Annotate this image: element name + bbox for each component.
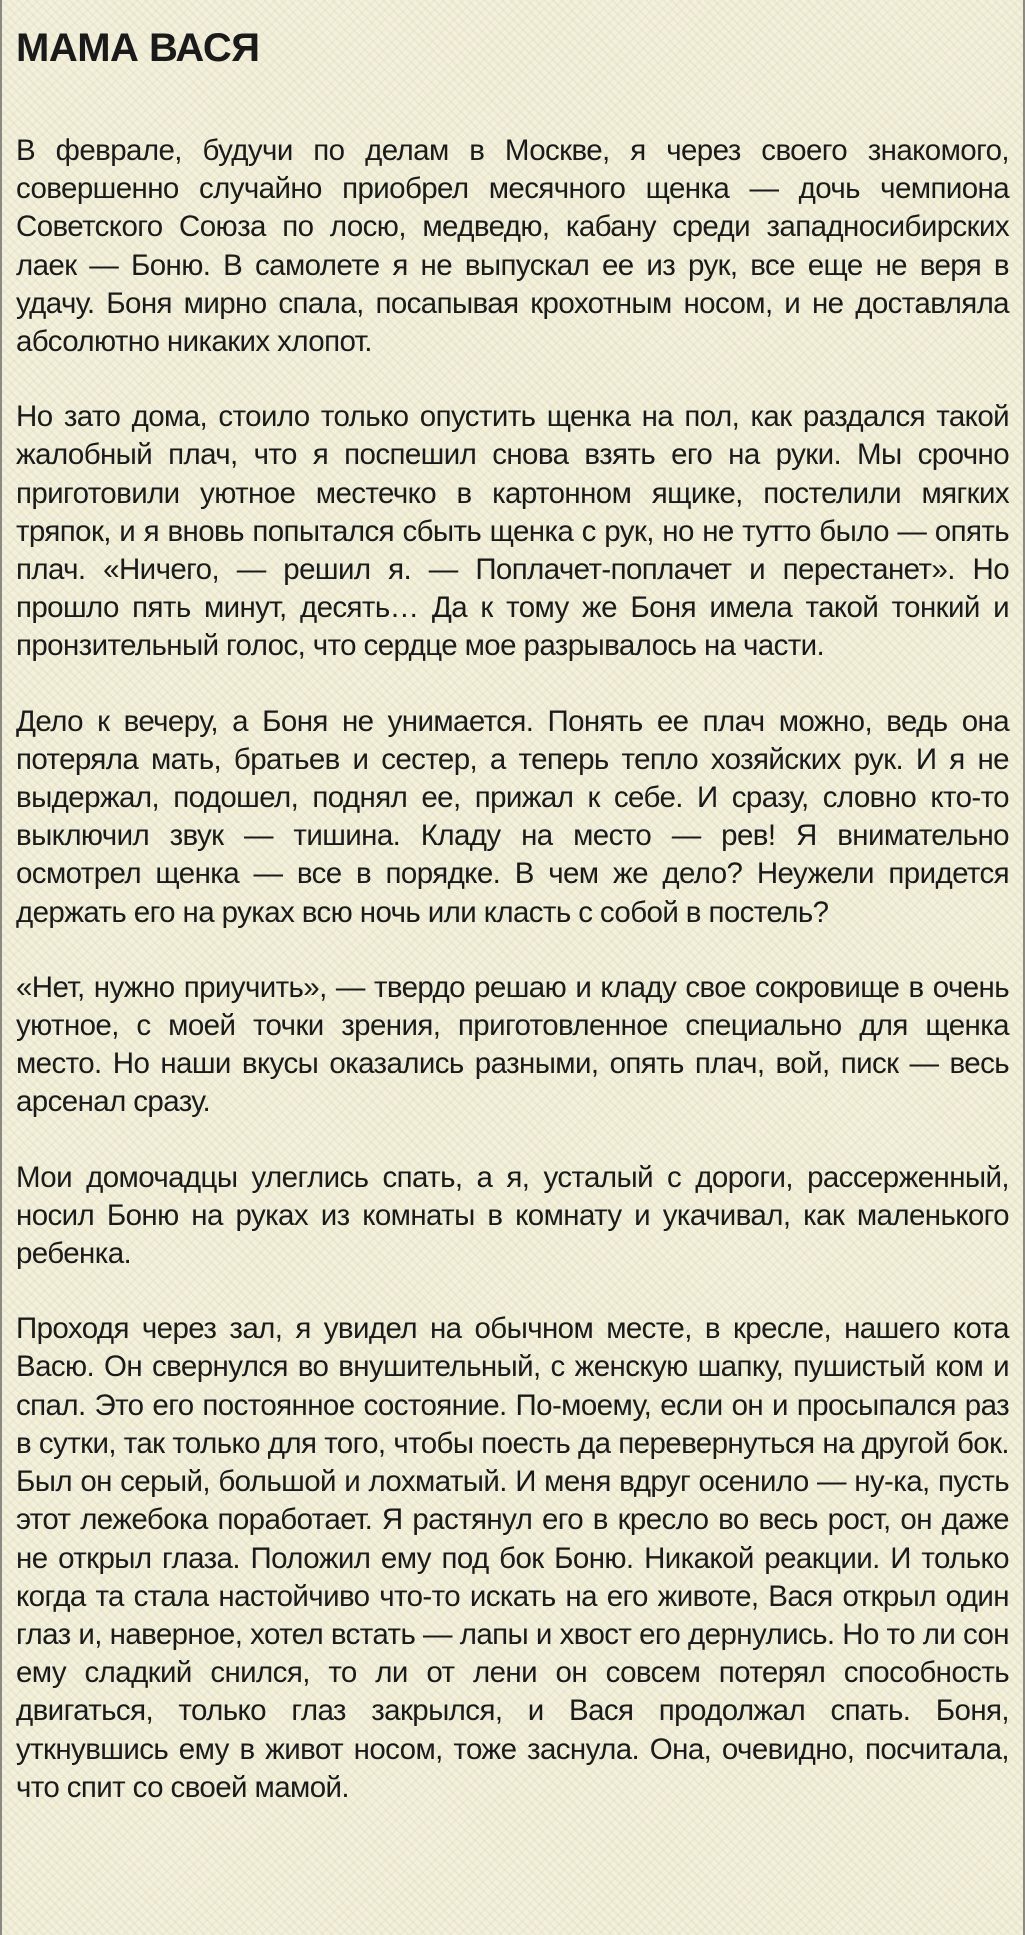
article-title: МАМА ВАСЯ (16, 26, 260, 70)
paragraph-4: «Нет, нужно приучить», — твердо решаю и кладу свое сокровище в очень уютное, с моей точки зрения, приготовленное специально для щенка место. Но наши вкусы оказались разными, опять плач, вой, писк — весь арсенал сразу. (16, 970, 1009, 1119)
paragraph-5: Мои домочадцы улеглись спать, а я, усталый с дороги, рассерженный, носил Боню на руках из комнаты в комнату и укачивал, как маленького ребенка. (16, 1160, 1009, 1271)
paragraph-1: В феврале, будучи по делам в Москве, я через своего знакомого, совершенно случайно приобрел месячного щенка — дочь чемпиона Советского Союза по лосю, медведю, кабану среди западносибирских лаек — Боню. В самолете я не выпускал ее из рук, все еще не веря в удачу. Боня мирно спала, посапывая крохотным носом, и не доставляла абсолютно никаких хлопот. (16, 134, 1009, 359)
paragraph-2: Но зато дома, стоило только опустить щенка на пол, как раздался такой жалобный плач, что я поспешил снова взять его на руки. Мы срочно приготовили уютное местечко в картонном ящике, постелили мягких тряпок, и я вновь попытался сбыть щенка с рук, но не тутто было — опять плач. «Ничего, — решил я. — Поплачет-поплачет и перестанет». Но прошло пять минут, десять… Да к тому же Боня имела такой тонкий и пронзительный голос, что сердце мое разрывалось на части. (16, 400, 1009, 663)
paragraph-3: Дело к вечеру, а Боня не унимается. Понять ее плач можно, ведь она потеряла мать, братьев и сестер, а теперь тепло хозяйских рук. И я не выдержал, подошел, поднял ее, прижал к себе. И сразу, словно кто-то выключил звук — тишина. Кладу на место — рев! Я внимательно осмотрел щенка — все в порядке. В чем же дело? Неужели придется держать его на руках всю ночь или класть с собой в постель? (16, 704, 1009, 929)
paragraph-6: Проходя через зал, я увидел на обычном месте, в кресле, нашего кота Васю. Он свернулся во внушительный, с женскую шапку, пушистый ком и спал. Это его постоянное состояние. По-моему, если он и просыпался раз в сутки, так только для того, чтобы поесть да перевернуться на другой бок. Был он серый, большой и лохматый. И меня вдруг осенило — ну-ка, пусть этот лежебока поработает. Я растянул его в кресло во весь рост, он даже не открыл глаза. Положил ему под бок Боню. Никакой реакции. И только когда та стала настойчиво что-то искать на его животе, Вася открыл один глаз и, наверное, хотел встать — лапы и хвост его дернулись. Но то ли сон ему сладкий снился, то ли от лени он совсем потерял способность двигаться, только глаз закрылся, и Вася продолжал спать. Боня, уткнувшись ему в живот носом, тоже заснула. Она, очевидно, посчитала, что спит со своей мамой. (16, 1312, 1009, 1804)
